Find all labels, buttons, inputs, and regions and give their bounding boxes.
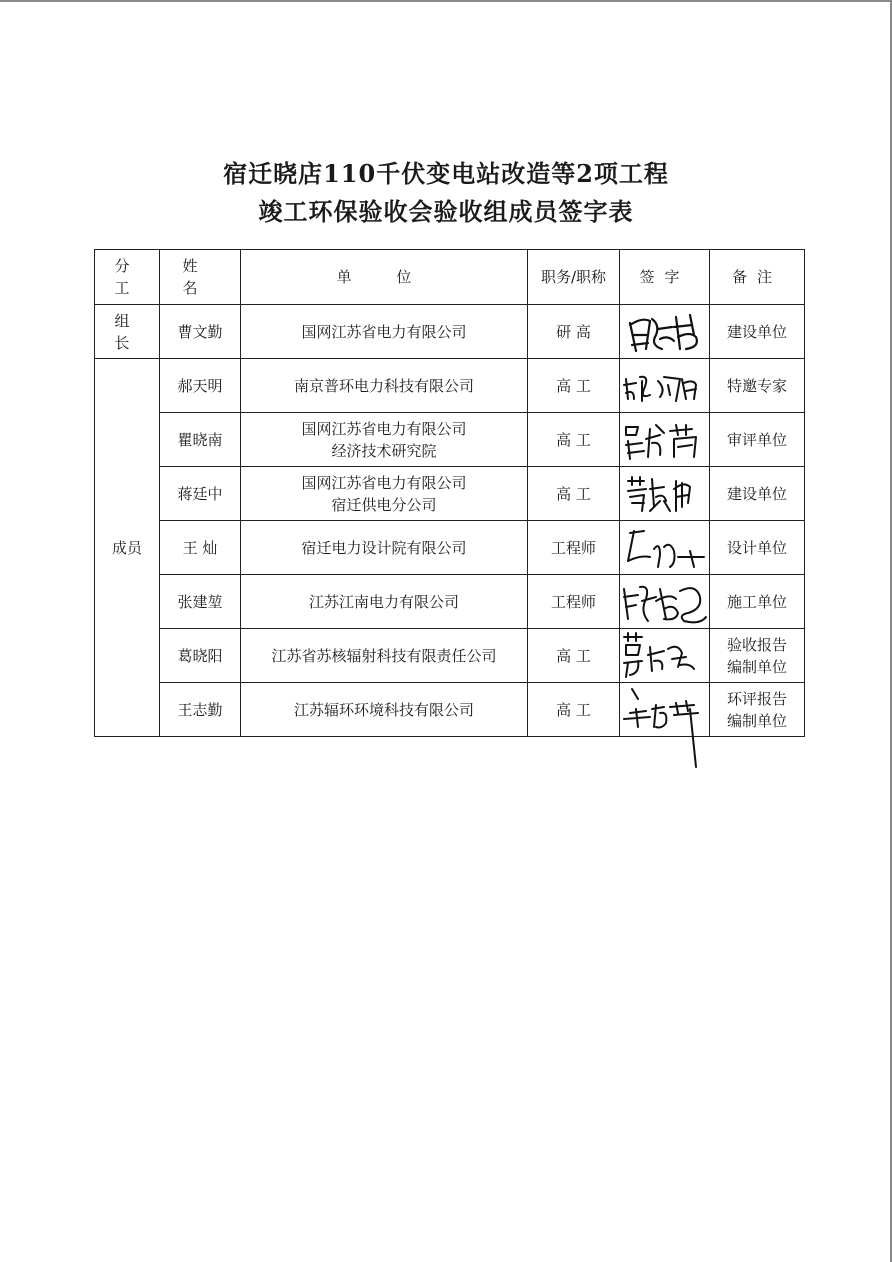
unit-line: 江苏省苏核辐射科技有限责任公司: [271, 646, 497, 665]
table-row-leader: [95, 305, 805, 359]
cell-signature: [620, 575, 710, 629]
cell-remark: [710, 359, 805, 413]
cell-role-leader: 组 长: [95, 305, 160, 359]
header-remark: 备注: [710, 250, 805, 305]
handwritten-signature: [620, 683, 710, 737]
cell-remark: [710, 413, 805, 467]
cell-name: 张建堃: [160, 575, 241, 629]
cell-remark: [710, 683, 805, 737]
handwritten-signature: [620, 413, 710, 467]
unit-line: 国网江苏省电力有限公司: [301, 419, 467, 438]
cell-position: 高 工: [528, 413, 620, 467]
remark-line: 建设单位: [726, 484, 787, 503]
remark-line: 编制单位: [726, 711, 787, 730]
cell-name: 王 灿: [160, 521, 241, 575]
handwritten-signature: [620, 521, 710, 575]
remark-line: 建设单位: [726, 322, 787, 341]
cell-unit: [241, 413, 528, 467]
cell-name: 蒋廷中: [160, 467, 241, 521]
page-edge-top: [0, 0, 892, 2]
table-row-member: [95, 413, 805, 467]
remark-line: 编制单位: [726, 657, 787, 676]
unit-line: 宿迁电力设计院有限公司: [301, 538, 467, 557]
cell-remark: [710, 521, 805, 575]
cell-unit: [241, 575, 528, 629]
header-position: 职务/职称: [528, 250, 620, 305]
unit-line: 宿迁供电分公司: [331, 495, 437, 514]
table-row-member: [95, 629, 805, 683]
table-header-row: [95, 250, 805, 305]
cell-unit: [241, 521, 528, 575]
unit-line: 国网江苏省电力有限公司: [301, 322, 467, 341]
table-row-member: [95, 467, 805, 521]
cell-unit: [241, 683, 528, 737]
handwritten-signature: [620, 467, 710, 521]
cell-remark: [710, 575, 805, 629]
cell-unit: [241, 467, 528, 521]
cell-position: 高 工: [528, 629, 620, 683]
cell-name: 郝天明: [160, 359, 241, 413]
unit-line: 江苏江南电力有限公司: [308, 592, 459, 611]
unit-line: 经济技术研究院: [331, 441, 437, 460]
unit-line: 国网江苏省电力有限公司: [301, 473, 467, 492]
cell-unit: [241, 359, 528, 413]
cell-name: 曹文勤: [160, 305, 241, 359]
header-name: 姓 名: [160, 250, 241, 305]
remark-line: 特邀专家: [726, 376, 787, 395]
remark-line: 验收报告: [726, 635, 787, 654]
cell-role-members: 成员: [95, 359, 160, 737]
cell-name: 瞿晓南: [160, 413, 241, 467]
cell-signature: [620, 467, 710, 521]
cell-position: 研 高: [528, 305, 620, 359]
handwritten-signature: [620, 305, 710, 359]
cell-remark: [710, 305, 805, 359]
cell-remark: [710, 467, 805, 521]
cell-position: 工程师: [528, 575, 620, 629]
table-row-member: [95, 359, 805, 413]
table-row-member: [95, 521, 805, 575]
cell-position: 高 工: [528, 467, 620, 521]
cell-signature: [620, 521, 710, 575]
table-row-member: [95, 575, 805, 629]
cell-unit: [241, 305, 528, 359]
remark-line: 环评报告: [726, 689, 787, 708]
unit-line: 江苏辐环环境科技有限公司: [293, 700, 474, 719]
cell-signature: [620, 305, 710, 359]
remark-line: 施工单位: [726, 592, 787, 611]
cell-position: 高 工: [528, 683, 620, 737]
cell-position: 高 工: [528, 359, 620, 413]
remark-line: 审评单位: [726, 430, 787, 449]
cell-signature: [620, 629, 710, 683]
handwritten-signature: [620, 629, 710, 683]
cell-name: 王志勤: [160, 683, 241, 737]
unit-line: 南京普环电力科技有限公司: [293, 376, 474, 395]
cell-signature: [620, 683, 710, 737]
header-signature: 签字: [620, 250, 710, 305]
table-row-member: [95, 683, 805, 737]
document-title-line1: 宿迁晓店110千伏变电站改造等2项工程: [223, 159, 669, 188]
handwritten-signature: [620, 575, 710, 629]
header-unit: 单 位: [241, 250, 528, 305]
cell-name: 葛晓阳: [160, 629, 241, 683]
cell-unit: [241, 629, 528, 683]
handwritten-signature: [620, 359, 710, 413]
header-role: 分 工: [95, 250, 160, 305]
cell-position: 工程师: [528, 521, 620, 575]
document-title-line2: 竣工环保验收会验收组成员签字表: [258, 197, 634, 226]
signature-table: [94, 249, 805, 737]
cell-signature: [620, 413, 710, 467]
cell-remark: [710, 629, 805, 683]
cell-signature: [620, 359, 710, 413]
remark-line: 设计单位: [726, 538, 787, 557]
